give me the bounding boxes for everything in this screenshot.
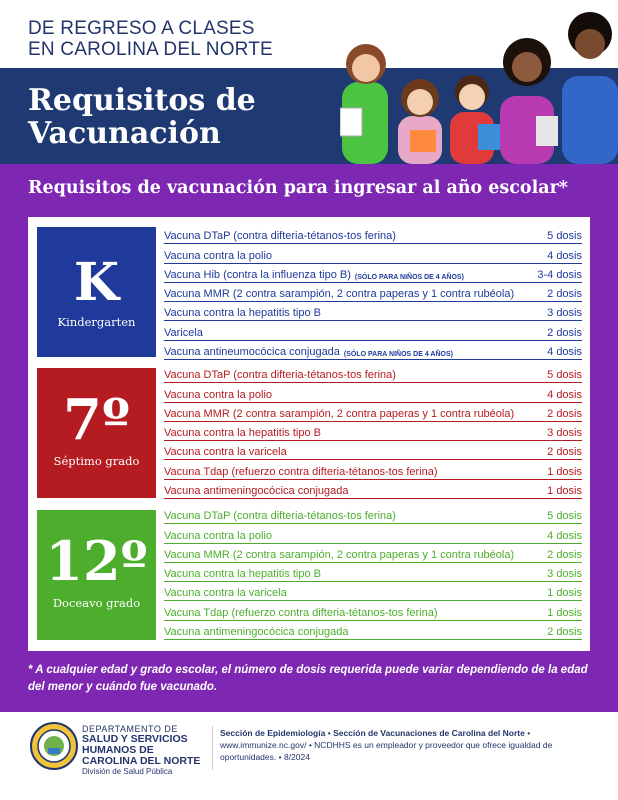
vaccine-name: Vacuna antimeningocócica conjugada [164,485,349,498]
vaccine-row [164,441,582,460]
vaccine-name: Vacuna DTaP (contra difteria-tétanos-tos ferina) [164,510,396,523]
vaccine-doses: 5 dosis [547,369,582,382]
vaccine-name: Vacuna contra la hepatitis tipo B [164,568,321,581]
vaccine-row [164,480,582,499]
student-1 [340,44,388,164]
grade-12-vaccine-list [164,505,582,640]
vaccine-name: Vacuna contra la hepatitis tipo B [164,307,321,320]
vaccine-doses: 3 dosis [547,307,582,320]
vaccine-row [164,601,582,620]
students-photo [340,12,618,164]
page-title-line1: Requisitos de [28,83,256,118]
footer-date: 8/2024 [283,752,310,762]
vaccine-note: (SÓLO PARA NIÑOS DE 4 AÑOS) [354,273,464,281]
footnote-asterisk: * [28,664,33,676]
vaccine-row [164,225,582,244]
vaccine-doses: 2 dosis [547,626,582,639]
vaccine-doses: 2 dosis [547,326,582,339]
vaccine-doses: 2 dosis [547,446,582,459]
dept-line3: HUMANOS DE [82,744,154,756]
vaccine-row [164,341,582,360]
footer-equal-opportunity: NCDHHS es un empleador y proveedor que ofrece igualdad de oportunidades. [220,740,553,762]
vaccine-row [164,364,582,383]
dept-line1: DEPARTAMENTO DE [82,724,178,734]
footer-bullet: • [327,728,334,738]
vaccine-name: Varicela [164,326,203,339]
vaccine-row [164,244,582,263]
student-4 [500,38,558,164]
vaccine-row [164,524,582,543]
vaccine-row [164,544,582,563]
vaccine-doses: 4 dosis [547,249,582,262]
vaccine-name: Vacuna contra la polio [164,388,273,401]
vaccine-row [164,321,582,340]
vaccine-doses: 4 dosis [547,346,582,359]
vaccine-name: Vacuna contra la hepatitis tipo B [164,427,321,440]
vaccine-doses: 3 dosis [547,568,582,581]
footer-section-epidemiology: Sección de Epidemiología [220,728,326,738]
vaccine-doses: 2 dosis [547,288,582,301]
vaccine-row [164,563,582,582]
vaccine-name: Vacuna antimeningocócica conjugada [164,626,349,639]
dept-division: División de Salud Pública [82,767,173,776]
student-5 [562,12,618,164]
campaign-heading-line2: EN CAROLINA DEL NORTE [28,39,273,60]
grade-7-symbol: 7º [63,387,130,453]
vaccine-row [164,302,582,321]
grade-k-label: Kindergarten [57,315,136,329]
vaccine-doses: 2 dosis [547,407,582,420]
vaccine-doses: 3-4 dosis [537,268,582,281]
vaccine-row [164,403,582,422]
vaccine-row [164,422,582,441]
vaccine-doses: 1 dosis [547,485,582,498]
vaccine-name: Vacuna DTaP (contra difteria-tétanos-tos ferina) [164,230,396,243]
vaccine-doses: 1 dosis [547,465,582,478]
vaccine-name: Vacuna Tdap (refuerzo contra difteria-tétanos-tos ferina) [164,606,438,619]
grade-k-box [37,227,156,357]
vaccine-row [164,621,582,640]
vaccine-row [164,264,582,283]
footer-bullet: • [278,752,284,762]
grade-12-symbol: 12º [45,529,148,593]
page-title [28,84,256,150]
campaign-heading [28,18,273,60]
footer-bullet: • [308,740,315,750]
vaccine-name: Vacuna antineumocócica conjugada [164,346,340,359]
department-logo-text [82,724,200,776]
dept-line4: CAROLINA DEL NORTE [82,755,201,767]
footer-info [220,727,600,763]
footnote [28,662,598,696]
vaccine-name: Vacuna DTaP (contra difteria-tétanos-tos ferina) [164,369,396,382]
vaccine-doses: 2 dosis [547,548,582,561]
vaccine-name: Vacuna contra la varicela [164,446,287,459]
section-subtitle: Requisitos de vacunación para ingresar al año escolar* [28,178,568,198]
vaccine-doses: 1 dosis [547,606,582,619]
grade-k-vaccine-list [164,225,582,360]
vaccine-name: Vacuna MMR (2 contra sarampión, 2 contra paperas y 1 contra rubéola) [164,288,515,301]
vaccine-name: Vacuna MMR (2 contra sarampión, 2 contra paperas y 1 contra rubéola) [164,407,515,420]
footer-section-vaccinations: Sección de Vacunaciones de Carolina del Norte [333,728,525,738]
footer-website-link[interactable]: www.immunize.nc.gov/ [220,740,307,750]
vaccine-name: Vacuna Hib (contra la influenza tipo B) [164,268,351,281]
state-seal-logo [30,722,78,770]
student-2 [398,79,442,164]
grade-k-symbol: K [73,252,120,313]
vaccine-doses: 5 dosis [547,510,582,523]
vaccine-row [164,383,582,402]
vaccine-doses: 4 dosis [547,529,582,542]
grade-7-label: Séptimo grado [53,454,140,468]
footer-divider [212,726,213,770]
student-3 [450,75,500,164]
vaccine-name: Vacuna MMR (2 contra sarampión, 2 contra paperas y 1 contra rubéola) [164,548,515,561]
grade-12-label: Doceavo grado [52,596,141,610]
vaccine-doses: 3 dosis [547,427,582,440]
footer-bullet: • [527,728,531,738]
campaign-heading-line1: DE REGRESO A CLASES [28,18,255,39]
grade-12-box [37,510,156,640]
dept-line2: SALUD Y SERVICIOS [82,733,188,745]
vaccine-name: Vacuna contra la varicela [164,587,287,600]
vaccine-name: Vacuna contra la polio [164,529,273,542]
vaccine-note: (SÓLO PARA NIÑOS DE 4 AÑOS) [343,351,453,359]
vaccine-name: Vacuna contra la polio [164,249,273,262]
grade-7-vaccine-list [164,364,582,499]
vaccine-row [164,582,582,601]
page-title-line2: Vacunación [28,116,221,151]
grade-7-box [37,368,156,498]
vaccine-name: Vacuna Tdap (refuerzo contra difteria-tétanos-tos ferina) [164,465,438,478]
vaccine-row [164,505,582,524]
footnote-text: A cualquier edad y grado escolar, el número de dosis requerida puede variar dependiendo de la edad del menor y cuándo fue vacunado. [28,664,588,693]
vaccine-doses: 1 dosis [547,587,582,600]
vaccine-doses: 5 dosis [547,230,582,243]
vaccine-doses: 4 dosis [547,388,582,401]
vaccine-row [164,283,582,302]
vaccine-row [164,460,582,479]
